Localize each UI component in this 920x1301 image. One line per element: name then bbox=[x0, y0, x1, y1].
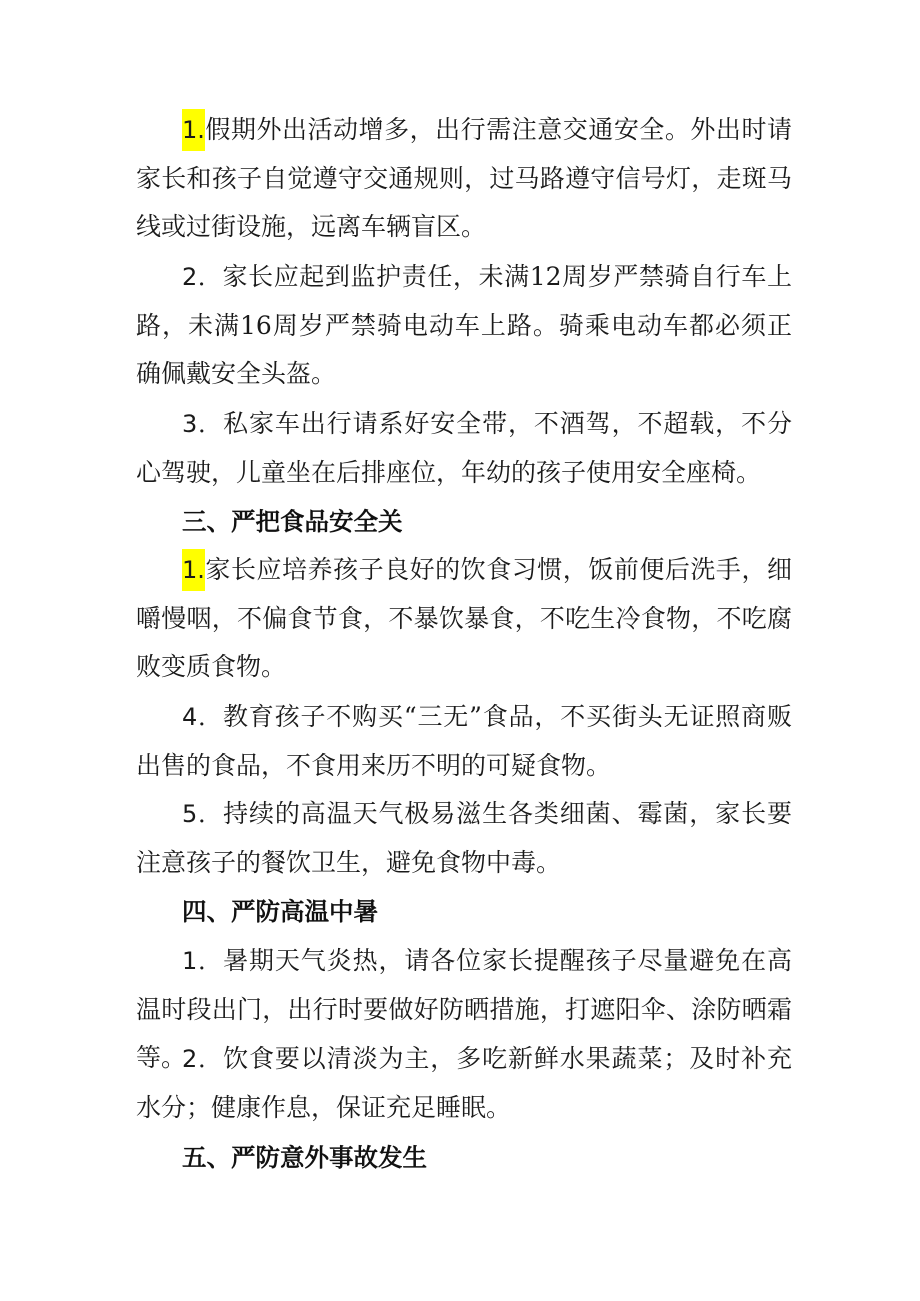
item-number: 4． bbox=[182, 703, 223, 731]
traffic-item-3 bbox=[136, 400, 792, 497]
traffic-item-1 bbox=[136, 106, 792, 252]
section-heading-food-safety: 三、严把食品安全关 bbox=[182, 507, 403, 536]
item-number: 1． bbox=[182, 947, 224, 975]
item-number: 5． bbox=[182, 800, 224, 828]
item-number: 2． bbox=[182, 263, 223, 291]
item-number: 2． bbox=[182, 1045, 224, 1073]
food-item-4 bbox=[136, 693, 792, 790]
item-text: 暑期天气炎热，请各位家长提醒孩子尽量避免在高温时段出门，出行时要做好防晒措施，打遮阳伞、涂防晒霜等。 bbox=[136, 946, 792, 1072]
item-text: 假期外出活动增多，出行需注意交通安全。外出时请家长和孩子自觉遵守交通规则，过马路遵守信号灯，走斑马线或过街设施，远离车辆盲区。 bbox=[136, 115, 792, 241]
traffic-item-2 bbox=[136, 253, 792, 399]
item-text: 教育孩子不购买“三无”食品，不买街头无证照商贩出售的食品，不食用来历不明的可疑食物。 bbox=[136, 702, 792, 780]
food-item-1 bbox=[136, 546, 792, 692]
item-text: 持续的高温天气极易滋生各类细菌、霉菌，家长要注意孩子的餐饮卫生，避免食物中毒。 bbox=[136, 799, 792, 877]
section-heading-heatstroke: 四、严防高温中暑 bbox=[182, 897, 378, 926]
food-item-5 bbox=[136, 790, 792, 887]
item-text: 饮食要以清淡为主，多吃新鲜水果蔬菜；及时补充水分；健康作息，保证充足睡眠。 bbox=[136, 1044, 792, 1122]
item-number-highlighted: 1. bbox=[182, 549, 205, 591]
item-number-highlighted: 1. bbox=[182, 109, 205, 151]
item-text: 私家车出行请系好安全带，不酒驾，不超载，不分心驾驶，儿童坐在后排座位，年幼的孩子使用安全座椅。 bbox=[136, 409, 792, 487]
item-text: 家长应培养孩子良好的饮食习惯，饭前便后洗手，细嚼慢咽，不偏食节食，不暴饮暴食，不吃生冷食物，不吃腐败变质食物。 bbox=[136, 555, 792, 681]
item-number: 3． bbox=[182, 410, 224, 438]
section-heading-accidents: 五、严防意外事故发生 bbox=[182, 1143, 427, 1172]
item-text: 家长应起到监护责任，未满12周岁严禁骑自行车上路，未满16周岁严禁骑电动车上路。骑乘电动车都必须正确佩戴安全头盔。 bbox=[136, 262, 792, 388]
heat-item-2 bbox=[136, 1035, 792, 1132]
